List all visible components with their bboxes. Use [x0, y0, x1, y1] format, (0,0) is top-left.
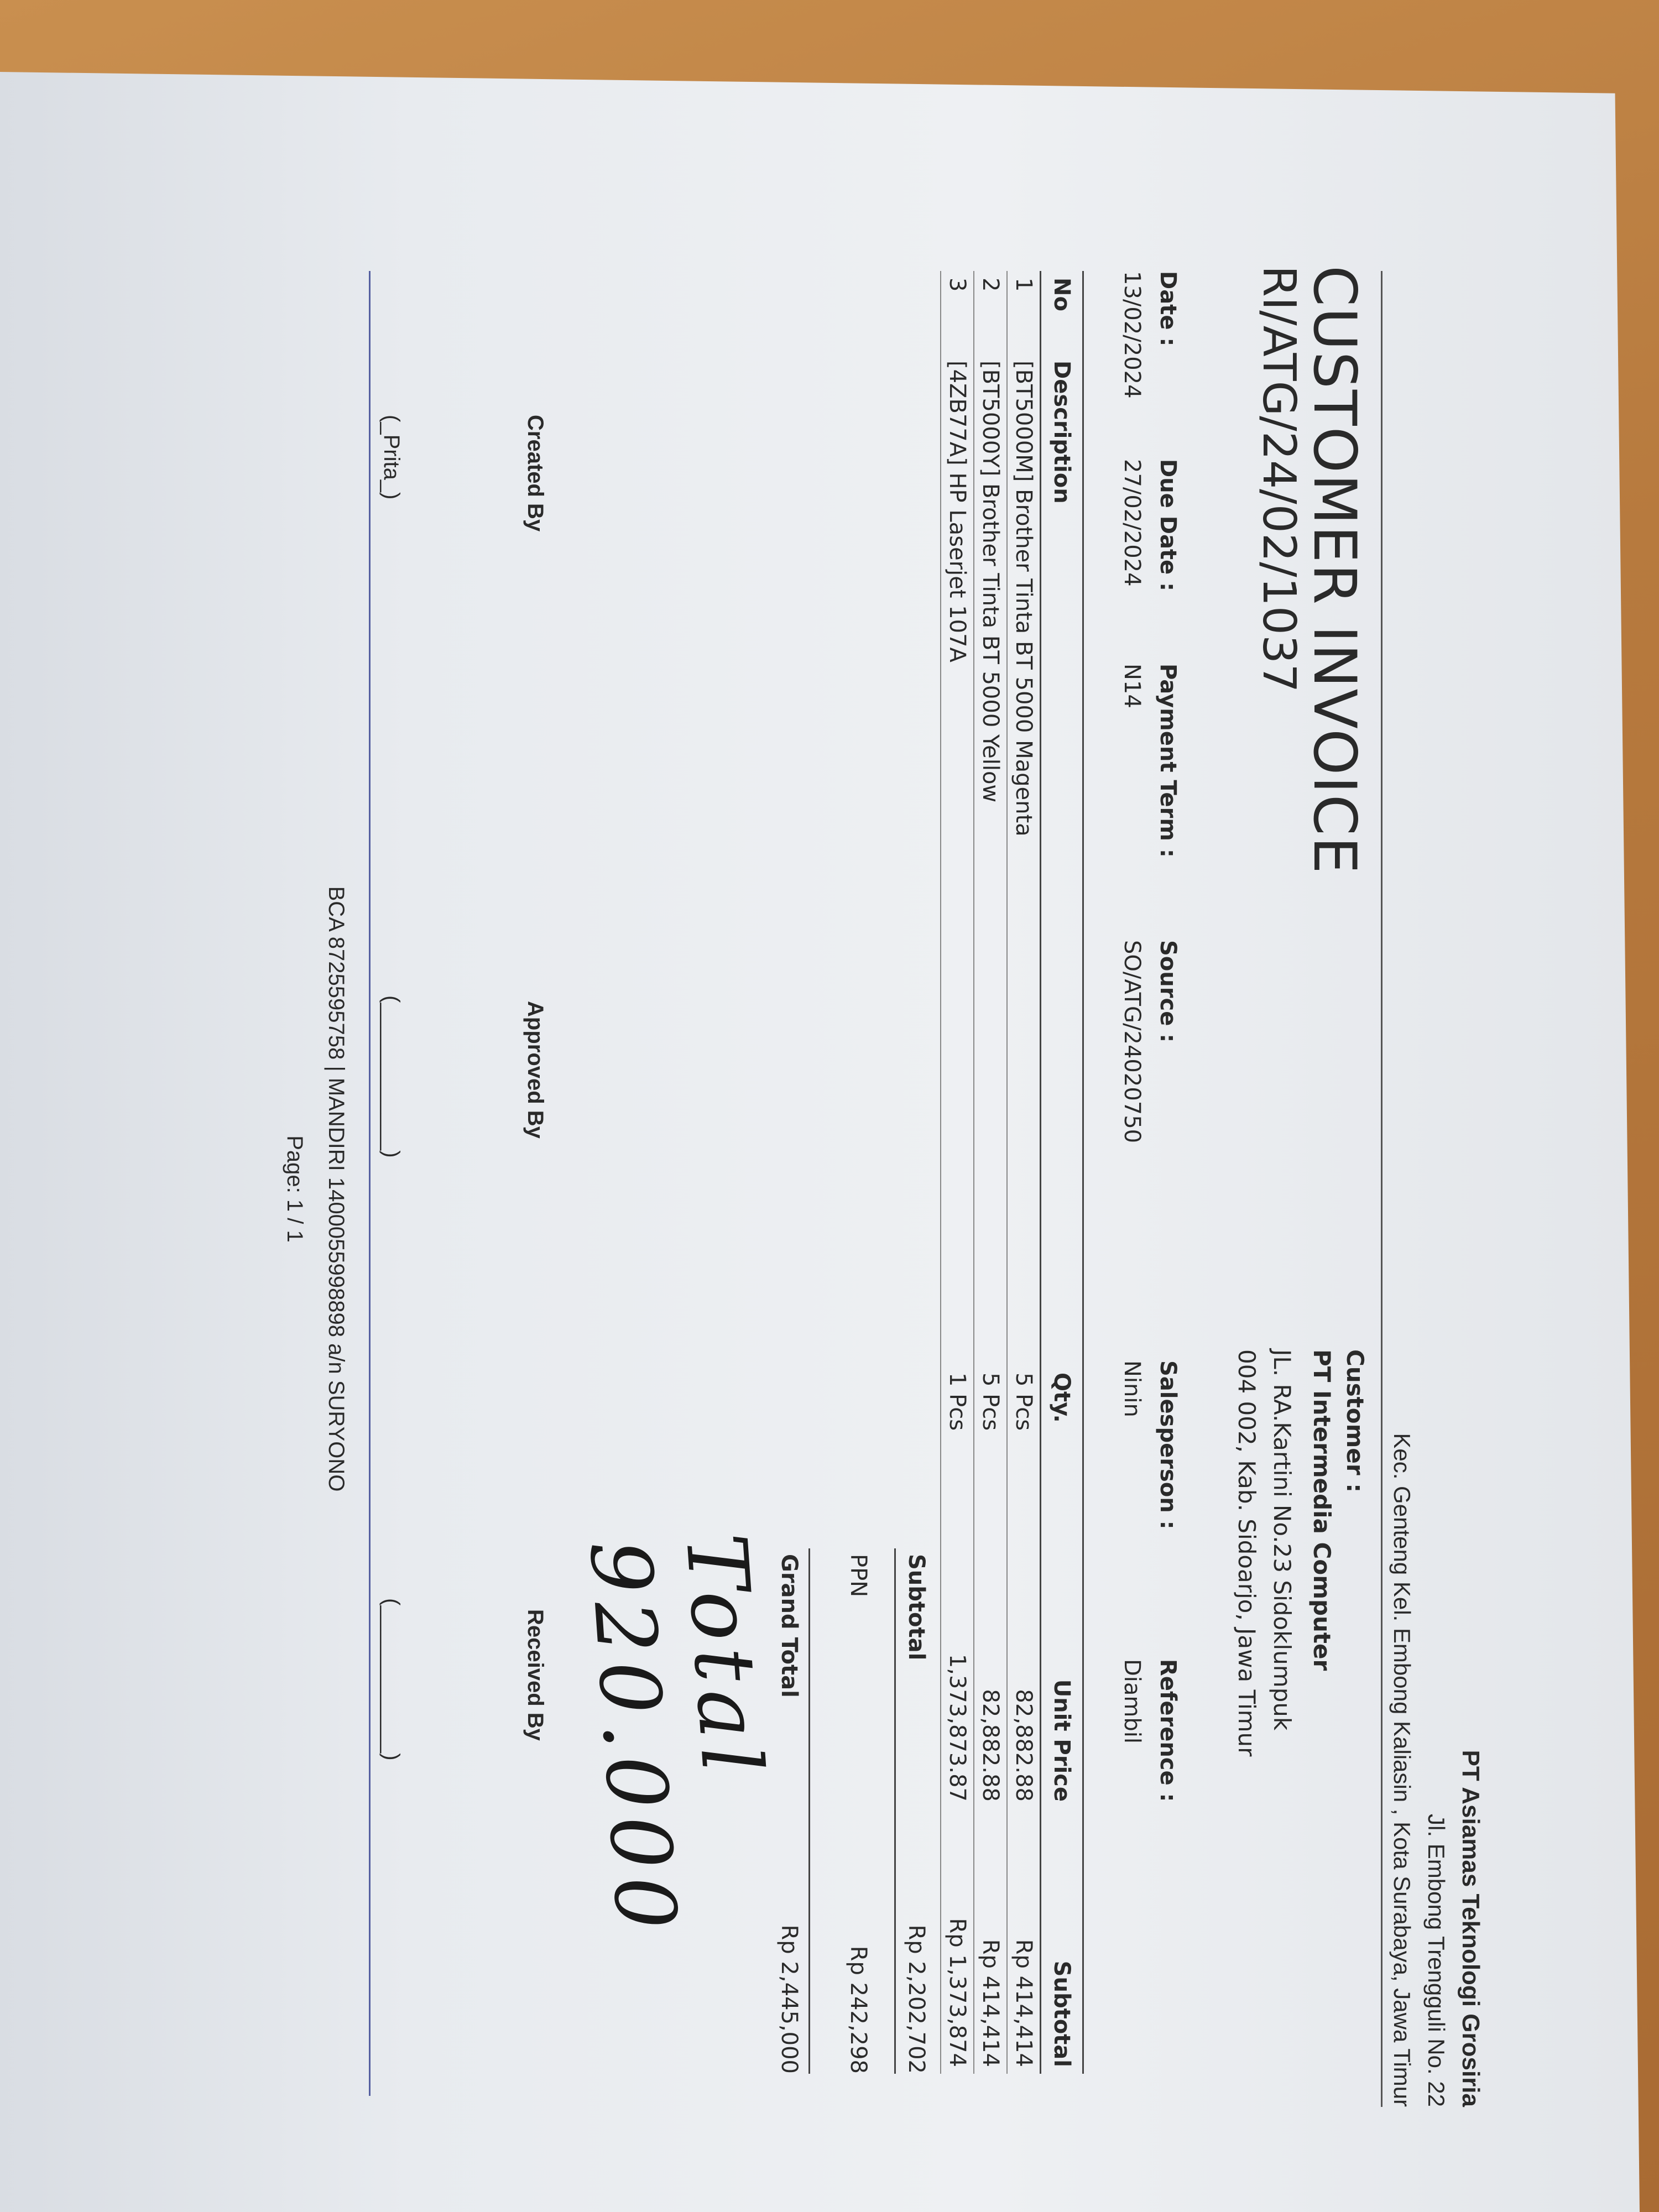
row-no: 3 [941, 271, 974, 354]
col-header-subtotal: Subtotal [1041, 1808, 1083, 2074]
col-header-no: No [1041, 271, 1083, 354]
approved-by-label: Approved By [523, 1001, 547, 1139]
page-number: Page: 1 / 1 [283, 1135, 307, 1243]
ppn-label: PPN [846, 1554, 871, 1598]
table-row [974, 271, 1007, 2074]
date-value: 13/02/2024 [1119, 271, 1145, 399]
due-date-label: Due Date : [1155, 459, 1181, 592]
row-qty: 5 Pcs [974, 1366, 1007, 1565]
row-unit-price: 82,882.88 [974, 1565, 1007, 1808]
created-by-signature: (_Prita_) [379, 415, 404, 500]
customer-address-line2: 004 002, Kab. Sidoarjo, Jawa Timur [1233, 1349, 1260, 1757]
source-value: SO/ATG/24020750 [1119, 940, 1145, 1144]
salesperson-label: Salesperson : [1155, 1360, 1181, 1530]
footer-divider [369, 271, 371, 2096]
row-description: [BT5000M] Brother Tinta BT 5000 Magenta [1007, 354, 1041, 1366]
payment-term-value: N14 [1119, 664, 1145, 708]
row-no: 2 [974, 271, 1007, 354]
due-date-value: 27/02/2024 [1119, 459, 1145, 587]
subtotal-value: Rp 2,202,702 [904, 1924, 929, 2074]
header-divider [1381, 271, 1383, 2107]
reference-label: Reference : [1155, 1659, 1181, 1802]
row-qty: 1 Pcs [941, 1366, 974, 1565]
company-address-line2: Kec. Genteng Kel. Embong Kaliasin , Kota Surabaya, Jawa Timur [1389, 1433, 1415, 2107]
table-header-row [1041, 271, 1083, 2074]
invoice-title: CUSTOMER INVOICE [1301, 265, 1369, 875]
approved-by-signature-line: (____________) [379, 995, 404, 1158]
date-label: Date : [1155, 271, 1181, 347]
row-subtotal: Rp 414,414 [1007, 1808, 1041, 2074]
customer-address-line1: JL. RA.Kartini No.23 Sidoklumpuk [1269, 1349, 1296, 1731]
received-by-signature-line: (____________) [379, 1598, 404, 1761]
customer-name: PT Intermedia Computer [1308, 1349, 1335, 1671]
row-description: [4ZB77A] HP Laserjet 107A [941, 354, 974, 1366]
col-header-description: Description [1041, 354, 1083, 1366]
table-row [1007, 271, 1041, 2074]
invoice-number: RI/ATG/24/02/1037 [1253, 265, 1305, 693]
bank-account-info: BCA 8725595758 | MANDIRI 1400055998898 a/n SURYONO [324, 886, 348, 1492]
ppn-value: Rp 242,298 [846, 1945, 871, 2074]
row-subtotal: Rp 414,414 [974, 1808, 1007, 2074]
created-by-label: Created By [523, 415, 547, 532]
grand-total-value: Rp 2,445,000 [776, 1924, 802, 2074]
company-name: PT Asiamas Teknologi Grosiria [1457, 1750, 1484, 2107]
col-header-qty: Qty. [1041, 1366, 1083, 1565]
row-unit-price: 1,373,873.87 [941, 1565, 974, 1808]
subtotal-label: Subtotal [904, 1554, 929, 1661]
row-subtotal: Rp 1,373,874 [941, 1808, 974, 2074]
payment-term-label: Payment Term : [1155, 664, 1181, 858]
salesperson-value: Ninin [1119, 1360, 1145, 1417]
grand-total-divider [808, 1548, 810, 2074]
customer-address [1229, 1349, 1300, 1756]
row-no: 1 [1007, 271, 1041, 354]
row-qty: 5 Pcs [1007, 1366, 1041, 1565]
subtotal-divider [894, 1548, 896, 2074]
grand-total-label: Grand Total [776, 1554, 802, 1698]
row-unit-price: 82,882.88 [1007, 1565, 1041, 1808]
company-address-line1: Jl. Embong Trengguli No. 22 [1423, 1814, 1449, 2107]
line-items-table [940, 271, 1084, 2074]
col-header-unit-price: Unit Price [1041, 1565, 1083, 1808]
received-by-label: Received By [523, 1609, 547, 1741]
row-description: [BT5000Y] Brother Tinta BT 5000 Yellow [974, 354, 1007, 1366]
customer-label: Customer : [1342, 1349, 1369, 1493]
source-label: Source : [1155, 940, 1181, 1043]
reference-value: Diambil [1119, 1659, 1145, 1744]
table-row [941, 271, 974, 2074]
handwritten-total-note: Total 920.000 [571, 1530, 780, 1940]
company-header [1385, 1433, 1488, 2107]
invoice-document [177, 260, 1488, 2118]
